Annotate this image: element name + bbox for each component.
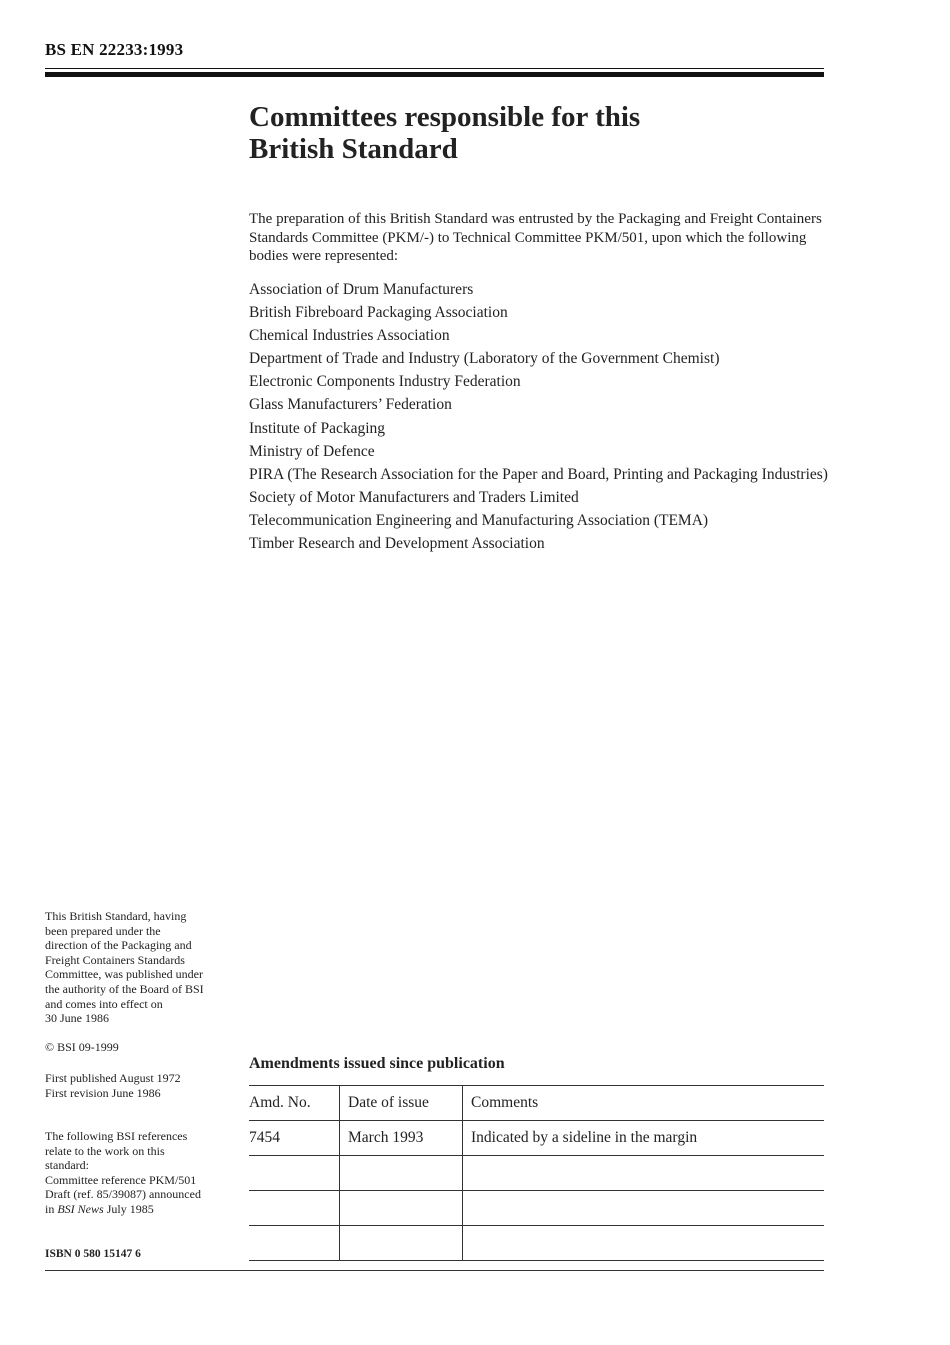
list-item: Association of Drum Manufacturers — [249, 281, 474, 298]
table-cell: March 1993 — [340, 1121, 463, 1156]
footer-rule-left — [45, 1270, 249, 1271]
list-item: PIRA (The Research Association for the Paper and Board, Printing and Packaging Industries) — [249, 465, 828, 483]
title-line-1: Committees responsible for this — [249, 101, 641, 133]
ref-suffix: July 1985 — [103, 1201, 154, 1216]
column-header: Date of issue — [340, 1086, 463, 1121]
header-rule-thick — [45, 72, 824, 77]
table-cell — [463, 1156, 825, 1191]
column-header: Comments — [463, 1086, 825, 1121]
authority-line: 30 June 1986 — [45, 1011, 109, 1026]
authority-line: direction of the Packaging and — [45, 938, 192, 953]
table-row — [249, 1121, 824, 1156]
table-cell: Indicated by a sideline in the margin — [463, 1121, 825, 1156]
intro-paragraph: The preparation of this British Standard was entrusted by the Packaging and Freight Containers Standards Committee (PKM/-) to Technical Committee PKM/501, upon which the following bodies were represented: — [249, 211, 822, 264]
table-cell — [463, 1226, 825, 1261]
table-cell — [249, 1226, 340, 1261]
list-item: Department of Trade and Industry (Laboratory of the Government Chemist) — [249, 350, 720, 368]
authority-line: Committee, was published under — [45, 967, 203, 982]
header-rule-thin — [45, 68, 824, 69]
reference-line: The following BSI references — [45, 1129, 188, 1143]
title-line-2: British Standard — [249, 133, 458, 165]
table-cell — [463, 1191, 825, 1226]
isbn: ISBN 0 580 15147 6 — [45, 1248, 141, 1260]
authority-line: and comes into effect on — [45, 996, 163, 1011]
table-header-row — [249, 1086, 824, 1121]
list-item: Ministry of Defence — [249, 442, 375, 460]
list-item: British Fibreboard Packaging Association — [249, 304, 508, 322]
reference-line: Draft (ref. 85/39087) announced — [45, 1187, 201, 1202]
page-title — [249, 101, 809, 165]
ref-publication: BSI News — [57, 1201, 104, 1216]
ref-prefix: in — [45, 1201, 58, 1216]
bsi-references-note — [45, 1129, 245, 1217]
authority-line: Freight Containers Standards — [45, 952, 185, 967]
copyright-note: © BSI 09-1999 — [45, 1040, 119, 1054]
reference-line: standard: — [45, 1158, 89, 1173]
column-header: Amd. No. — [249, 1086, 340, 1121]
publication-history — [45, 1071, 245, 1100]
list-item: Society of Motor Manufacturers and Traders Limited — [249, 488, 579, 506]
table-cell: 7454 — [249, 1121, 340, 1156]
table-cell — [249, 1191, 340, 1226]
list-item: Institute of Packaging — [249, 419, 386, 437]
amendments-title: Amendments issued since publication — [249, 1055, 505, 1072]
authority-line: This British Standard, having — [45, 909, 187, 923]
footer-rule — [249, 1270, 824, 1271]
table-row — [249, 1191, 824, 1226]
list-item: Timber Research and Development Association — [249, 535, 545, 553]
amendments-table — [249, 1085, 824, 1261]
reference-line: Committee reference PKM/501 — [45, 1172, 197, 1187]
reference-line-last — [45, 1202, 245, 1217]
table-cell — [340, 1226, 463, 1261]
list-item: Electronic Components Industry Federation — [249, 373, 521, 391]
table-row — [249, 1226, 824, 1261]
publication-authority-note — [45, 909, 245, 1026]
document-id: BS EN 22233:1993 — [45, 40, 184, 59]
reference-line: relate to the work on this — [45, 1143, 165, 1158]
authority-line: the authority of the Board of BSI — [45, 981, 204, 996]
represented-bodies-list — [249, 281, 829, 558]
list-item: Glass Manufacturers’ Federation — [249, 396, 452, 414]
list-item: Chemical Industries Association — [249, 327, 450, 345]
authority-line: been prepared under the — [45, 923, 161, 938]
table-cell — [340, 1156, 463, 1191]
list-item: Telecommunication Engineering and Manufacturing Association (TEMA) — [249, 511, 709, 529]
table-row — [249, 1156, 824, 1191]
table-cell — [249, 1156, 340, 1191]
first-published: First published August 1972 — [45, 1071, 181, 1085]
table-cell — [340, 1191, 463, 1226]
first-revision: First revision June 1986 — [45, 1085, 161, 1100]
